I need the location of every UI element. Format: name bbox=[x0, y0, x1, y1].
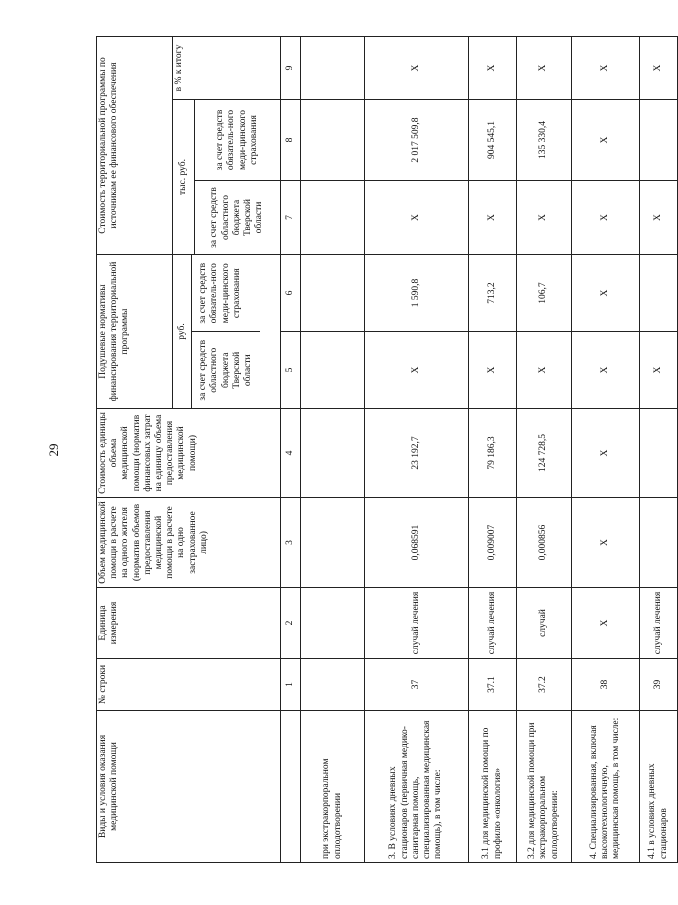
row-unit-cost: 79 186,3 bbox=[469, 409, 517, 498]
rotated-table-inner bbox=[96, 37, 669, 863]
row-cost-oms: X bbox=[572, 100, 640, 181]
header-unit-cost: Стоимость единицы объема медицинской помощи (норматив финансовых затрат на единицу объема предоставления медицинской помощи) bbox=[97, 409, 281, 498]
header-norms-unit: руб. bbox=[174, 255, 192, 408]
row-unit bbox=[301, 588, 365, 659]
row-cost-oms bbox=[640, 100, 678, 181]
row-unit: случай лечения bbox=[365, 588, 469, 659]
row-unit: случай лечения bbox=[640, 588, 678, 659]
row-unit-cost: 23 192,7 bbox=[365, 409, 469, 498]
table-row bbox=[640, 37, 678, 863]
header-kinds: Виды и условия оказания медицинской помощи bbox=[97, 711, 281, 863]
table-row bbox=[365, 37, 469, 863]
header-norms-oms: за счет средств обязатель-ного меди-цинского страхования bbox=[198, 262, 242, 324]
column-number: 8 bbox=[281, 100, 301, 181]
row-volume: 0,009007 bbox=[469, 498, 517, 588]
row-line: 37.1 bbox=[469, 659, 517, 711]
row-percent: X bbox=[640, 37, 678, 100]
row-cost-regional: X bbox=[640, 181, 678, 255]
header-cost-oms: за счет средств обязатель-ного меди-цинского страхования bbox=[195, 100, 281, 181]
table-row bbox=[517, 37, 572, 863]
row-percent: X bbox=[365, 37, 469, 100]
header-cost-percent: в % к итогу bbox=[173, 37, 281, 100]
page-number: 29 bbox=[46, 443, 61, 457]
row-cost-oms bbox=[301, 100, 365, 181]
budget-table bbox=[96, 36, 678, 863]
row-unit: случай лечения bbox=[469, 588, 517, 659]
row-norm-regional: X bbox=[517, 332, 572, 409]
row-name: 3. В условиях дневных стационаров (первичная медико-санитарная помощь, специализированная медицинская помощь), в том числе: bbox=[365, 711, 469, 863]
column-number: 9 bbox=[281, 37, 301, 100]
table-row bbox=[469, 37, 517, 863]
row-percent bbox=[301, 37, 365, 100]
row-norm-regional: X bbox=[365, 332, 469, 409]
column-number: 4 bbox=[281, 409, 301, 498]
column-number: 7 bbox=[281, 181, 301, 255]
row-norm-oms bbox=[640, 255, 678, 332]
row-percent: X bbox=[572, 37, 640, 100]
row-name: 3.2 для медицинской помощи при экстракорпоральном оплодотворении: bbox=[517, 711, 572, 863]
row-cost-regional: X bbox=[517, 181, 572, 255]
header-cost-group: Стоимость территориальной программы по источникам ее финансового обеспечения bbox=[97, 37, 173, 255]
column-number: 1 bbox=[281, 659, 301, 711]
column-number bbox=[281, 711, 301, 863]
column-number: 6 bbox=[281, 255, 301, 332]
row-line: 37 bbox=[365, 659, 469, 711]
table-row bbox=[301, 37, 365, 863]
row-cost-regional: X bbox=[572, 181, 640, 255]
row-percent: X bbox=[469, 37, 517, 100]
row-line: 39 bbox=[640, 659, 678, 711]
row-volume bbox=[301, 498, 365, 588]
row-norm-oms: 1 590,8 bbox=[365, 255, 469, 332]
row-norm-regional bbox=[301, 332, 365, 409]
row-unit: случай bbox=[517, 588, 572, 659]
row-unit-cost bbox=[301, 409, 365, 498]
row-cost-regional: X bbox=[365, 181, 469, 255]
row-norm-regional: X bbox=[640, 332, 678, 409]
row-line bbox=[301, 659, 365, 711]
row-percent: X bbox=[517, 37, 572, 100]
row-volume: X bbox=[572, 498, 640, 588]
row-unit-cost: X bbox=[572, 409, 640, 498]
row-line: 37.2 bbox=[517, 659, 572, 711]
header-line-number: № строки bbox=[97, 659, 281, 711]
row-cost-oms: 135 330,4 bbox=[517, 100, 572, 181]
row-norm-regional: X bbox=[469, 332, 517, 409]
row-volume bbox=[640, 498, 678, 588]
row-line: 38 bbox=[572, 659, 640, 711]
header-norms-group: Подушевые нормативы финансирования территориальной программы bbox=[97, 255, 173, 409]
header-cost-regional: за счет средств областного бюджета Тверской области bbox=[195, 181, 281, 255]
header-norms-cell bbox=[173, 255, 281, 409]
header-norms-subcols bbox=[192, 255, 260, 408]
header-volume: Объем медицинской помощи в расчете на одного жителя (норматив объемов предоставления медицинской помощи в расчете на одно застрахованное лицо) bbox=[97, 498, 281, 588]
row-name: 3.1 для медицинской помощи по профилю «онкология» bbox=[469, 711, 517, 863]
row-name: при экстракорпоральном оплодотворении bbox=[301, 711, 365, 863]
row-norm-oms: 106,7 bbox=[517, 255, 572, 332]
column-number: 2 bbox=[281, 588, 301, 659]
row-volume: 0,000856 bbox=[517, 498, 572, 588]
row-unit-cost: 124 728,5 bbox=[517, 409, 572, 498]
column-number: 5 bbox=[281, 332, 301, 409]
row-unit: X bbox=[572, 588, 640, 659]
row-cost-oms: 904 545,1 bbox=[469, 100, 517, 181]
table-row bbox=[572, 37, 640, 863]
row-norm-oms: 713,2 bbox=[469, 255, 517, 332]
row-cost-oms: 2 017 509,8 bbox=[365, 100, 469, 181]
column-number-row bbox=[281, 37, 301, 863]
header-unit: Единица измерения bbox=[97, 588, 281, 659]
row-norm-oms: X bbox=[572, 255, 640, 332]
row-unit-cost bbox=[640, 409, 678, 498]
row-norm-regional: X bbox=[572, 332, 640, 409]
row-volume: 0,068591 bbox=[365, 498, 469, 588]
column-number: 3 bbox=[281, 498, 301, 588]
row-name: 4.1 в условиях дневных стационаров bbox=[640, 711, 678, 863]
row-cost-regional bbox=[301, 181, 365, 255]
header-cost-unit: тыс. руб. bbox=[173, 100, 195, 255]
row-name: 4. Специализированная, включая высокотехнологичную, медицинская помощь, в том числе: bbox=[572, 711, 640, 863]
header-norms-regional: за счет средств областного бюджета Тверской области bbox=[192, 332, 260, 409]
row-norm-oms bbox=[301, 255, 365, 332]
row-cost-regional: X bbox=[469, 181, 517, 255]
rotated-table-wrapper bbox=[96, 37, 669, 863]
